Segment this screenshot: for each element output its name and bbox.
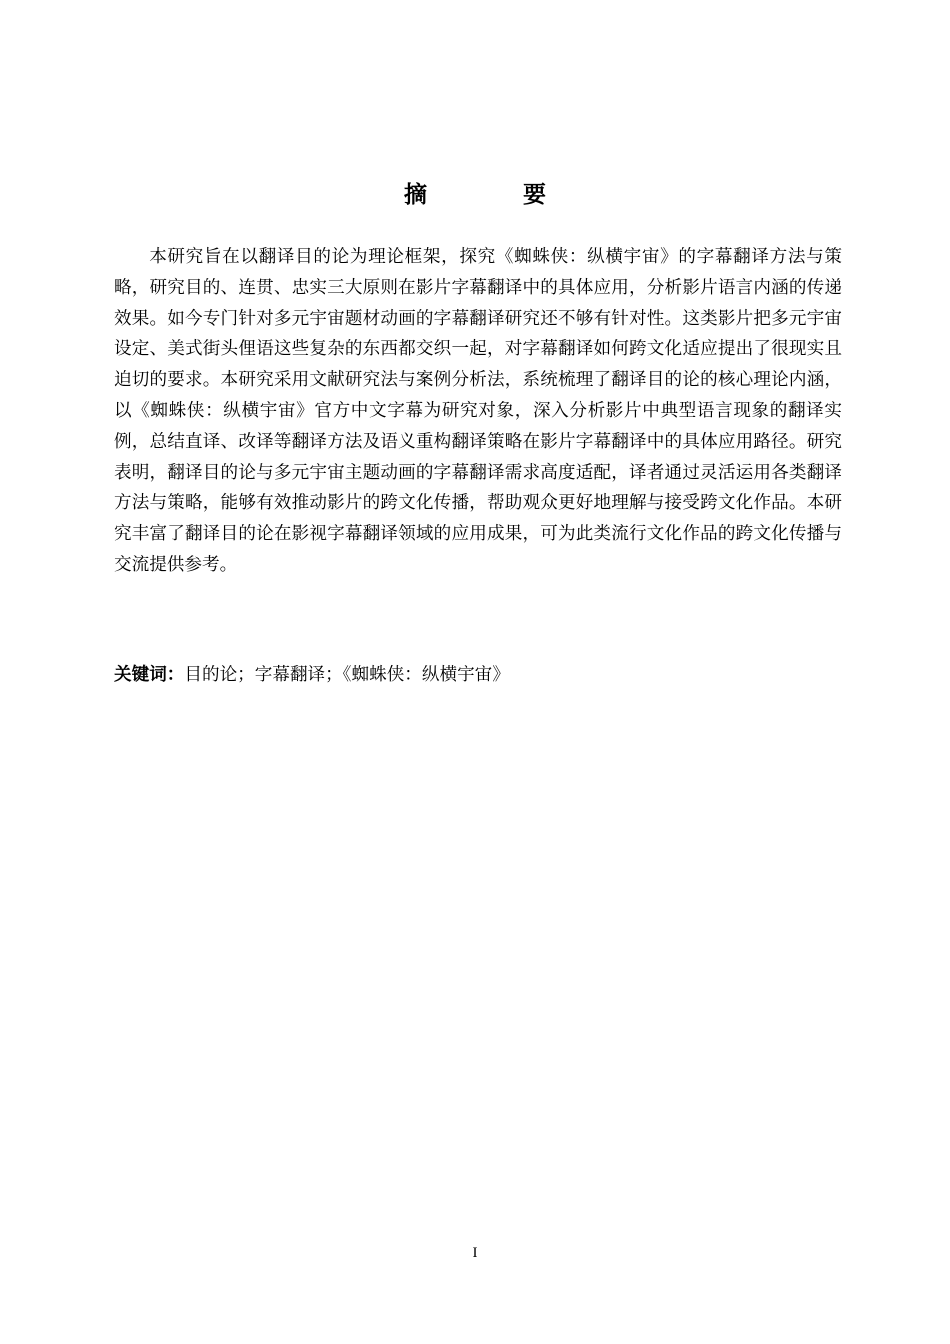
keywords-line xyxy=(114,660,842,690)
keywords-label: 关键词： xyxy=(114,665,185,685)
page-number: I xyxy=(472,1245,478,1261)
abstract-paragraph: 本研究旨在以翻译目的论为理论框架，探究《蜘蛛侠：纵横宇宙》的字幕翻译方法与策略，研究目的、连贯、忠实三大原则在影片字幕翻译中的具体应用，分析影片语言内涵的传递效果。如今专门针对多元宇宙题材动画的字幕翻译研究还不够有针对性。这类影片把多元宇宙设定、美式街头俚语这些复杂的东西都交织一起，对字幕翻译如何跨文化适应提出了很现实且迫切的要求。本研究采用文献研究法与案例分析法，系统梳理了翻译目的论的核心理论内涵，以《蜘蛛侠：纵横宇宙》官方中文字幕为研究对象，深入分析影片中典型语言现象的翻译实例，总结直译、改译等翻译方法及语义重构翻译策略在影片字幕翻译中的具体应用路径。研究表明，翻译目的论与多元宇宙主题动画的字幕翻译需求高度适配，译者通过灵活运用各类翻译方法与策略，能够有效推动影片的跨文化传播，帮助观众更好地理解与接受跨文化作品。本研究丰富了翻译目的论在影视字幕翻译领域的应用成果，可为此类流行文化作品的跨文化传播与交流提供参考。 xyxy=(114,247,842,575)
page-title: 摘 要 xyxy=(403,182,590,208)
keywords-text: 目的论；字幕翻译；《蜘蛛侠：纵横宇宙》 xyxy=(184,665,510,685)
